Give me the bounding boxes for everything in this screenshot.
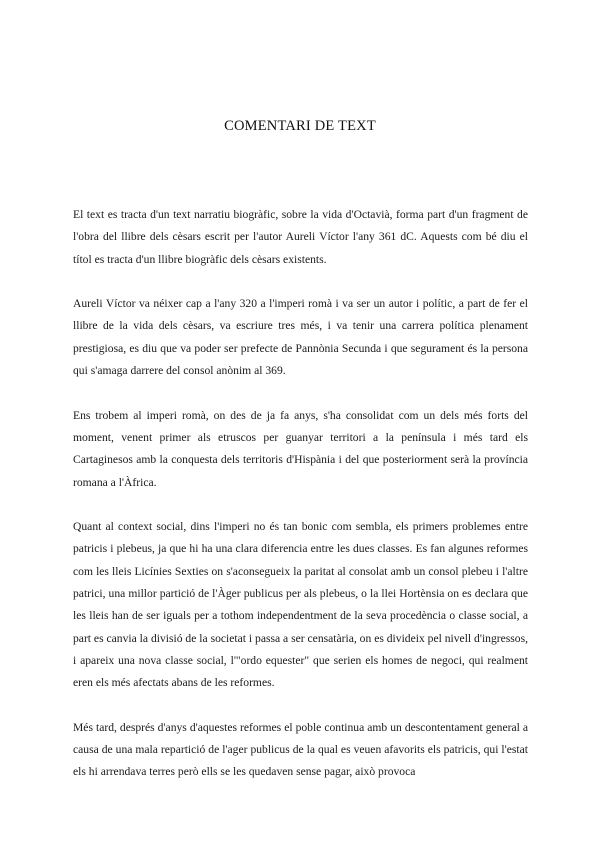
paragraph-author: Aureli Víctor va néixer cap a l'any 320 a l'imperi romà i va ser un autor i polític, a part de fer el llibre de la vida dels cèsars, va escriure tres més, i va tenir una carrera política plenament prestigiosa, es diu que va poder ser prefecte de Pannònia Secunda i que segurament és la persona qui s'amaga darrere del consol anònim al 369. [73, 297, 528, 378]
document-body [73, 204, 528, 806]
paragraph-historical-context: Ens trobem al imperi romà, on des de ja fa anys, s'ha consolidat com un dels més forts del moment, venent primer als etruscos per guanyar territori a la península i més tard els Cartaginesos amb la conquesta dels territoris d'Hispània i del que posteriorment serà la província romana a l'Àfrica. [73, 408, 528, 489]
paragraph-social-context: Quant al context social, dins l'imperi no és tan bonic com sembla, els primers problemes entre patricis i plebeus, ja que hi ha una clara diferencia entre les dues classes. Es fan algunes reformes com les lleis Licínies Sexties on s'aconsegueix la paritat al consolat amb un consol plebeu i l'altre patrici, una millor partició de l'Àger publicus per als plebeus, o la llei Hortènsia on es declara que les lleis han de ser iguals per a tothom independentment de la seva procedència o classe social, a part es canvia la divisió de la societat i passa a ser censatària, on es divideix pel nivell d'ingressos, i apareix una nova classe social, l'"ordo equester" que serien els homes de negoci, qui realment eren els més afectats abans de les reformes. [73, 520, 528, 690]
paragraph-intro: El text es tracta d'un text narratiu biogràfic, sobre la vida d'Octavià, forma part d'un fragment de l'obra del llibre dels cèsars escrit per l'autor Aureli Víctor l'any 361 dC. Aquests com bé diu el títol es tracta d'un llibre biogràfic dels cèsars existents. [73, 208, 528, 266]
page-title: COMENTARI DE TEXT [224, 118, 376, 134]
paragraph-later-discontent: Més tard, després d'anys d'aquestes reformes el poble continua amb un descontentament general a causa de una mala repartició de l'ager publicus de la qual es veuen afavorits els patricis, qui l'estat els hi arrendava terres però ells se les quedaven sense pagar, això provoca [73, 720, 528, 779]
